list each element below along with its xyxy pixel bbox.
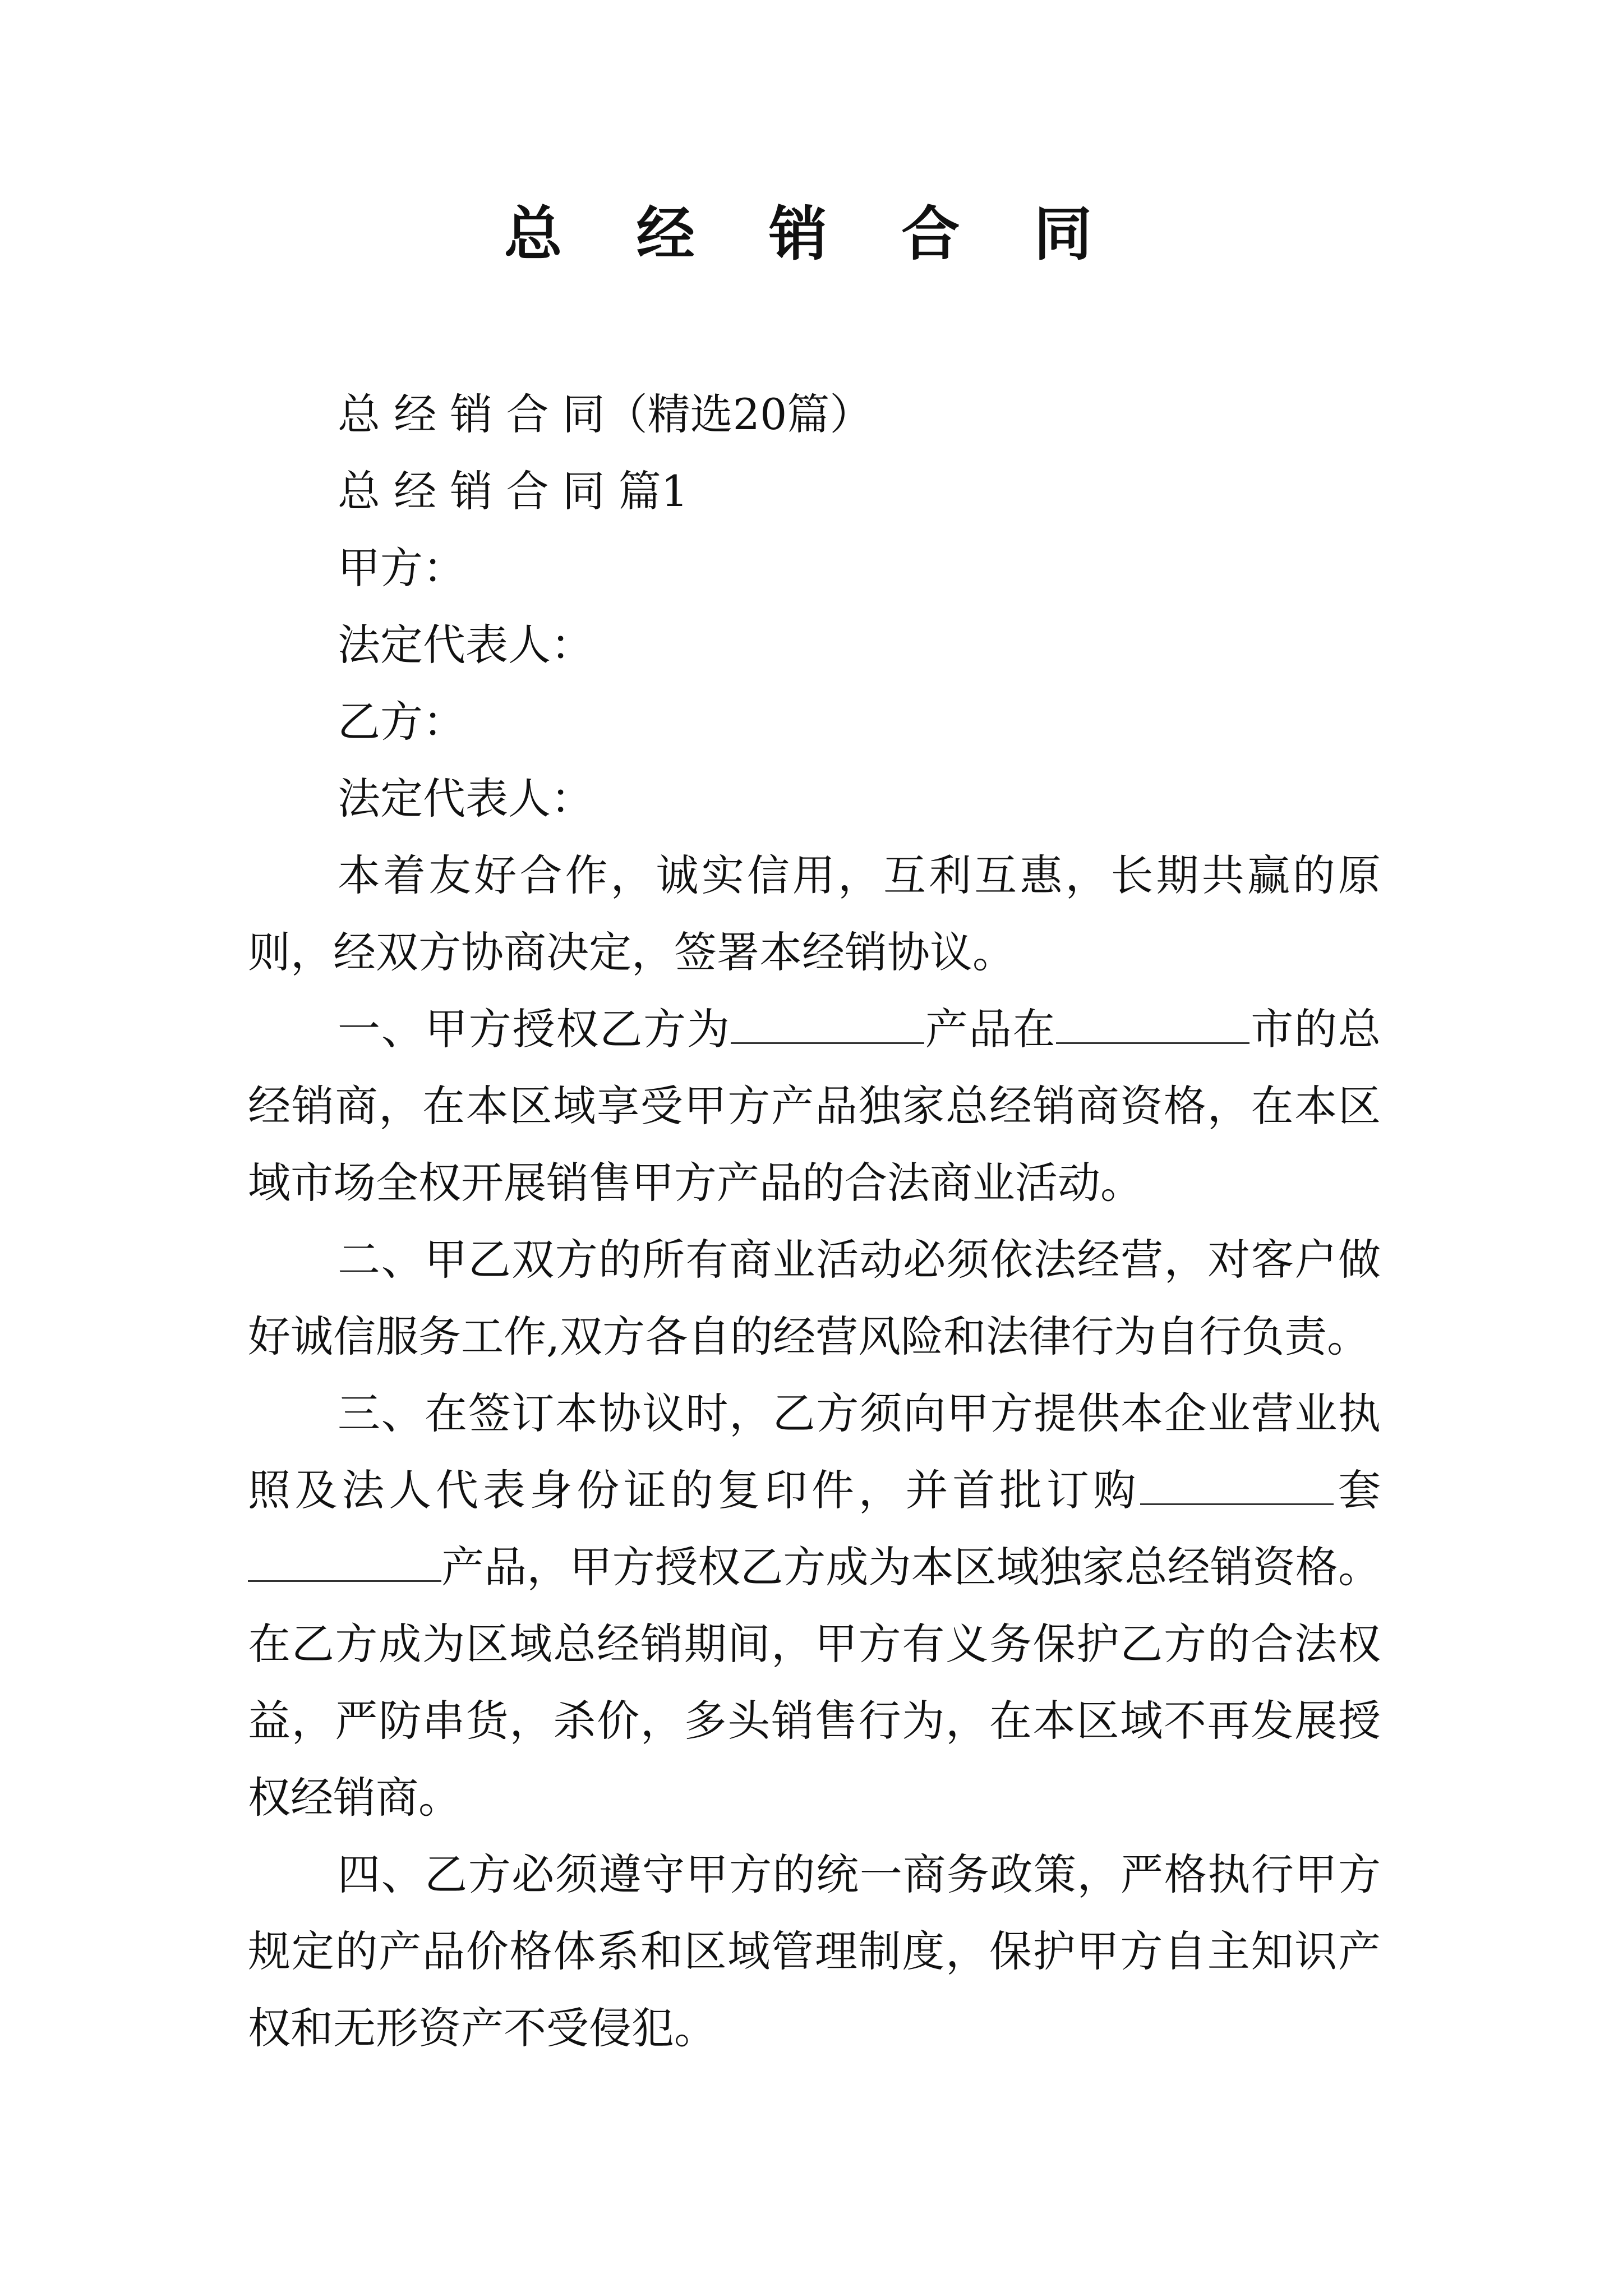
paragraph-clause-1	[248, 991, 1381, 1221]
paragraph-clause-2: 二、甲乙双方的所有商业活动必须依法经营，对客户做好诚信服务工作,双方各自的经营风险和法律行为自行负责。	[248, 1235, 1381, 1361]
clause-3-text-b: 套	[1334, 1465, 1381, 1515]
clause-1-text-a: 一、甲方授权乙方为	[338, 1004, 731, 1054]
paragraph-party-a: 甲方：	[338, 543, 465, 593]
blank-line	[248, 1547, 441, 1582]
clause-1-text-b: 产品在	[924, 1004, 1057, 1054]
paragraph-clause-3	[248, 1375, 1381, 1836]
blank-line	[1056, 1009, 1249, 1044]
paragraph-legal-rep-a: 法定代表人：	[338, 620, 593, 670]
document-body	[248, 376, 1381, 2067]
paragraph-subtitle: 总 经 销 合 同（精选20篇）	[338, 389, 873, 439]
paragraph-clause-4: 四、乙方必须遵守甲方的统一商务政策，严格执行甲方规定的产品价格体系和区域管理制度，保护甲方自主知识产权和无形资产不受侵犯。	[248, 1849, 1381, 2053]
clause-1-text-c: 市的总经销商，在本区域享受甲方产品独家总经销商资格，在本区域市场全权开展销售甲方产品的合法商业活动。	[248, 1004, 1381, 1208]
clause-3-text-c: 产品，甲方授权乙方成为本区域独家总经销资格。在乙方成为区域总经销期间，甲方有义务保护乙方的合法权益，严防串货，杀价，多头销售行为，在本区域不再发展授权经销商。	[248, 1542, 1381, 1823]
blank-line	[1140, 1470, 1334, 1505]
blank-line	[731, 1009, 924, 1044]
paragraph-preamble: 本着友好合作，诚实信用，互利互惠，长期共赢的原则，经双方协商决定，签署本经销协议。	[248, 850, 1381, 977]
clause-3-text-a: 三、在签订本协议时，乙方须向甲方提供本企业营业执照及法人代表身份证的复印件，并首批订购	[248, 1388, 1381, 1515]
paragraph-party-b: 乙方：	[338, 697, 465, 747]
paragraph-section-heading: 总 经 销 合 同 篇1	[338, 466, 689, 516]
document-title: 总 经 销 合 同	[504, 200, 1119, 268]
paragraph-legal-rep-b: 法定代表人：	[338, 774, 593, 823]
